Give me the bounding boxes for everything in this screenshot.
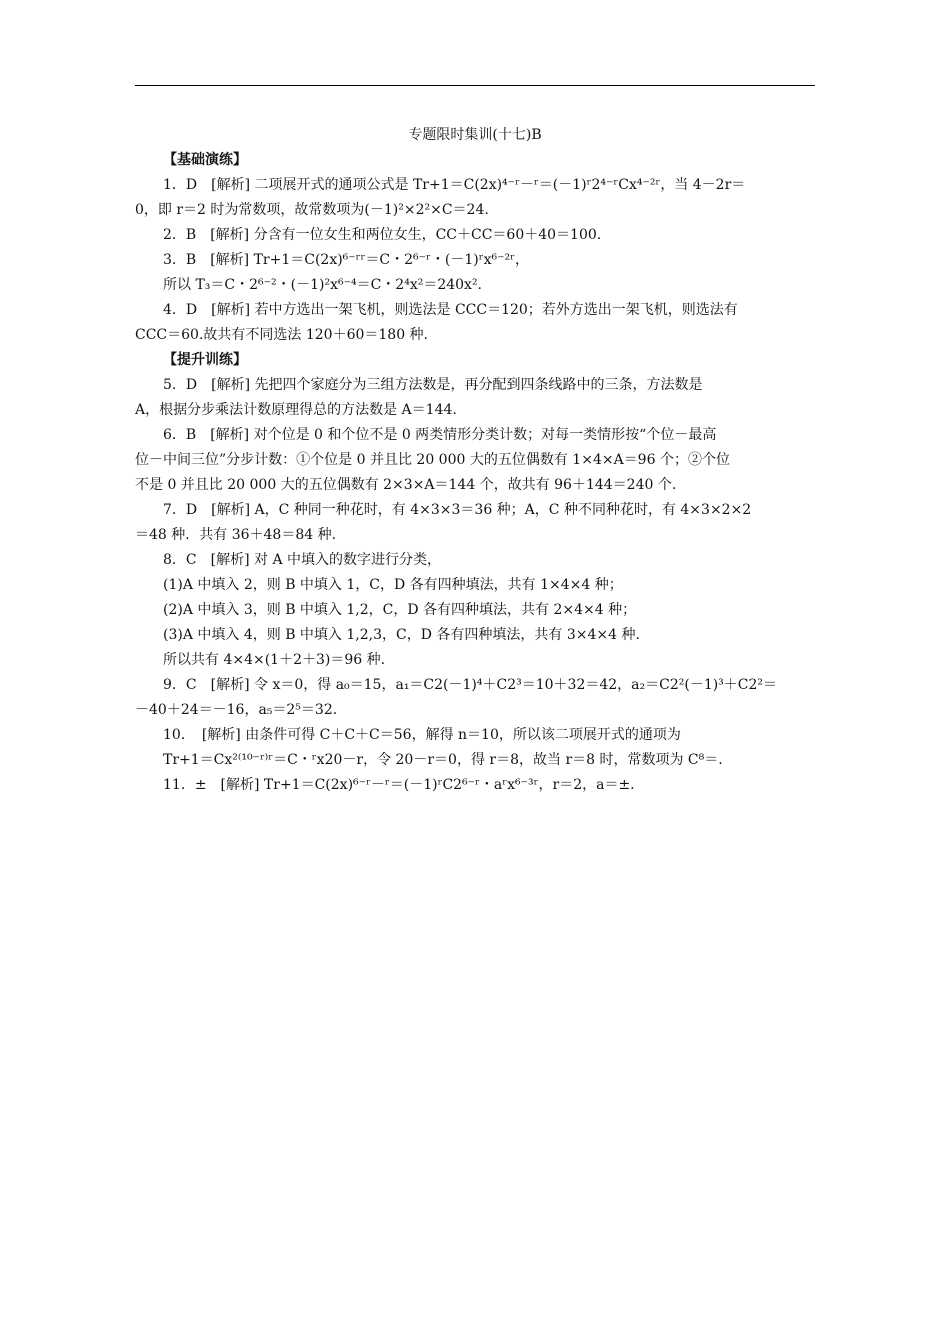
answer-5-line-2: A，根据分步乘法计数原理得总的方法数是 A＝144. (135, 402, 457, 418)
answer-8-line-5: 所以共有 4×4×(1＋2＋3)＝96 种. (163, 652, 386, 668)
answer-10-line-1: 10． [解析] 由条件可得 C＋C＋C＝56，解得 n＝10，所以该二项展开式的通项为 (163, 727, 681, 743)
answer-8-line-4: (3)A 中填入 4，则 B 中填入 1,2,3，C，D 各有四种填法，共有 3×4×4 种. (163, 627, 640, 643)
answer-7-line-2: ＝48 种．共有 36＋48＝84 种. (135, 527, 337, 543)
answer-11: 11．± [解析] Tr+1＝C(2x)⁶⁻ʳ－ʳ＝(－1)ʳC2⁶⁻ʳ・aʳx⁶⁻³ʳ，r＝2，a＝±. (163, 777, 635, 793)
answer-4-line-1: 4．D [解析] 若中方选出一架飞机，则选法是 CCC＝120；若外方选出一架飞机，则选法有 (163, 302, 738, 318)
header-rule (135, 85, 815, 86)
answer-6-line-2: 位－中间三位”分步计数：①个位是 0 并且比 20 000 大的五位偶数有 1×4×A＝96 个；②个位 (135, 452, 730, 468)
section-heading-advanced: 【提升训练】 (163, 352, 247, 368)
answer-1-line-2: 0，即 r＝2 时为常数项，故常数项为(－1)²×2²×C＝24. (135, 202, 489, 218)
answer-6-line-1: 6．B [解析] 对个位是 0 和个位不是 0 两类情形分类计数；对每一类情形按“个位－最高 (163, 427, 717, 443)
answer-3-line-1: 3．B [解析] Tr+1＝C(2x)⁶⁻ʳʳ＝C・2⁶⁻ʳ・(－1)ʳx⁶⁻²ʳ， (163, 252, 529, 268)
answer-8-line-1: 8．C [解析] 对 A 中填入的数字进行分类， (163, 552, 442, 568)
page-title: 专题限时集训(十七)B (408, 127, 542, 143)
answer-body (135, 148, 815, 798)
answer-7-line-1: 7．D [解析] A，C 种同一种花时，有 4×3×3＝36 种；A，C 种不同种花时，有 4×3×2×2 (163, 502, 752, 518)
answer-9-line-2: －40＋24＝－16，a₅＝2⁵＝32. (135, 702, 338, 718)
answer-9-line-1: 9．C [解析] 令 x＝0，得 a₀＝15，a₁＝C2(－1)⁴＋C2³＝10＋32＝42，a₂＝C2²(－1)³＋C2²＝ (163, 677, 778, 693)
answer-10-line-2: Tr+1＝Cx²⁽¹⁰⁻ʳ⁾ʳ＝C・ʳx20－r，令 20－r＝0，得 r＝8，故当 r＝8 时，常数项为 C⁸＝. (163, 752, 723, 768)
section-heading-basic: 【基础演练】 (163, 152, 247, 168)
answer-5-line-1: 5．D [解析] 先把四个家庭分为三组方法数是，再分配到四条线路中的三条，方法数是 (163, 377, 703, 393)
answer-8-line-3: (2)A 中填入 3，则 B 中填入 1,2，C，D 各有四种填法，共有 2×4×4 种； (163, 602, 637, 618)
answer-4-line-2: CCC＝60.故共有不同选法 120＋60＝180 种. (135, 327, 429, 343)
answer-1-line-1: 1．D [解析] 二项展开式的通项公式是 Tr+1＝C(2x)⁴⁻ʳ－ʳ＝(－1)ʳ2⁴⁻ʳCx⁴⁻²ʳ，当 4－2r＝ (163, 177, 746, 193)
answer-8-line-2: (1)A 中填入 2，则 B 中填入 1，C，D 各有四种填法，共有 1×4×4 种； (163, 577, 623, 593)
answer-3-line-2: 所以 T₃＝C・2⁶⁻²・(－1)²x⁶⁻⁴＝C・2⁴x²＝240x². (163, 277, 483, 293)
answer-6-line-3: 不是 0 并且比 20 000 大的五位偶数有 2×3×A＝144 个，故共有 96＋144＝240 个. (135, 477, 677, 493)
answer-2: 2．B [解析] 分含有一位女生和两位女生，CC＋CC＝60＋40＝100. (163, 227, 602, 243)
